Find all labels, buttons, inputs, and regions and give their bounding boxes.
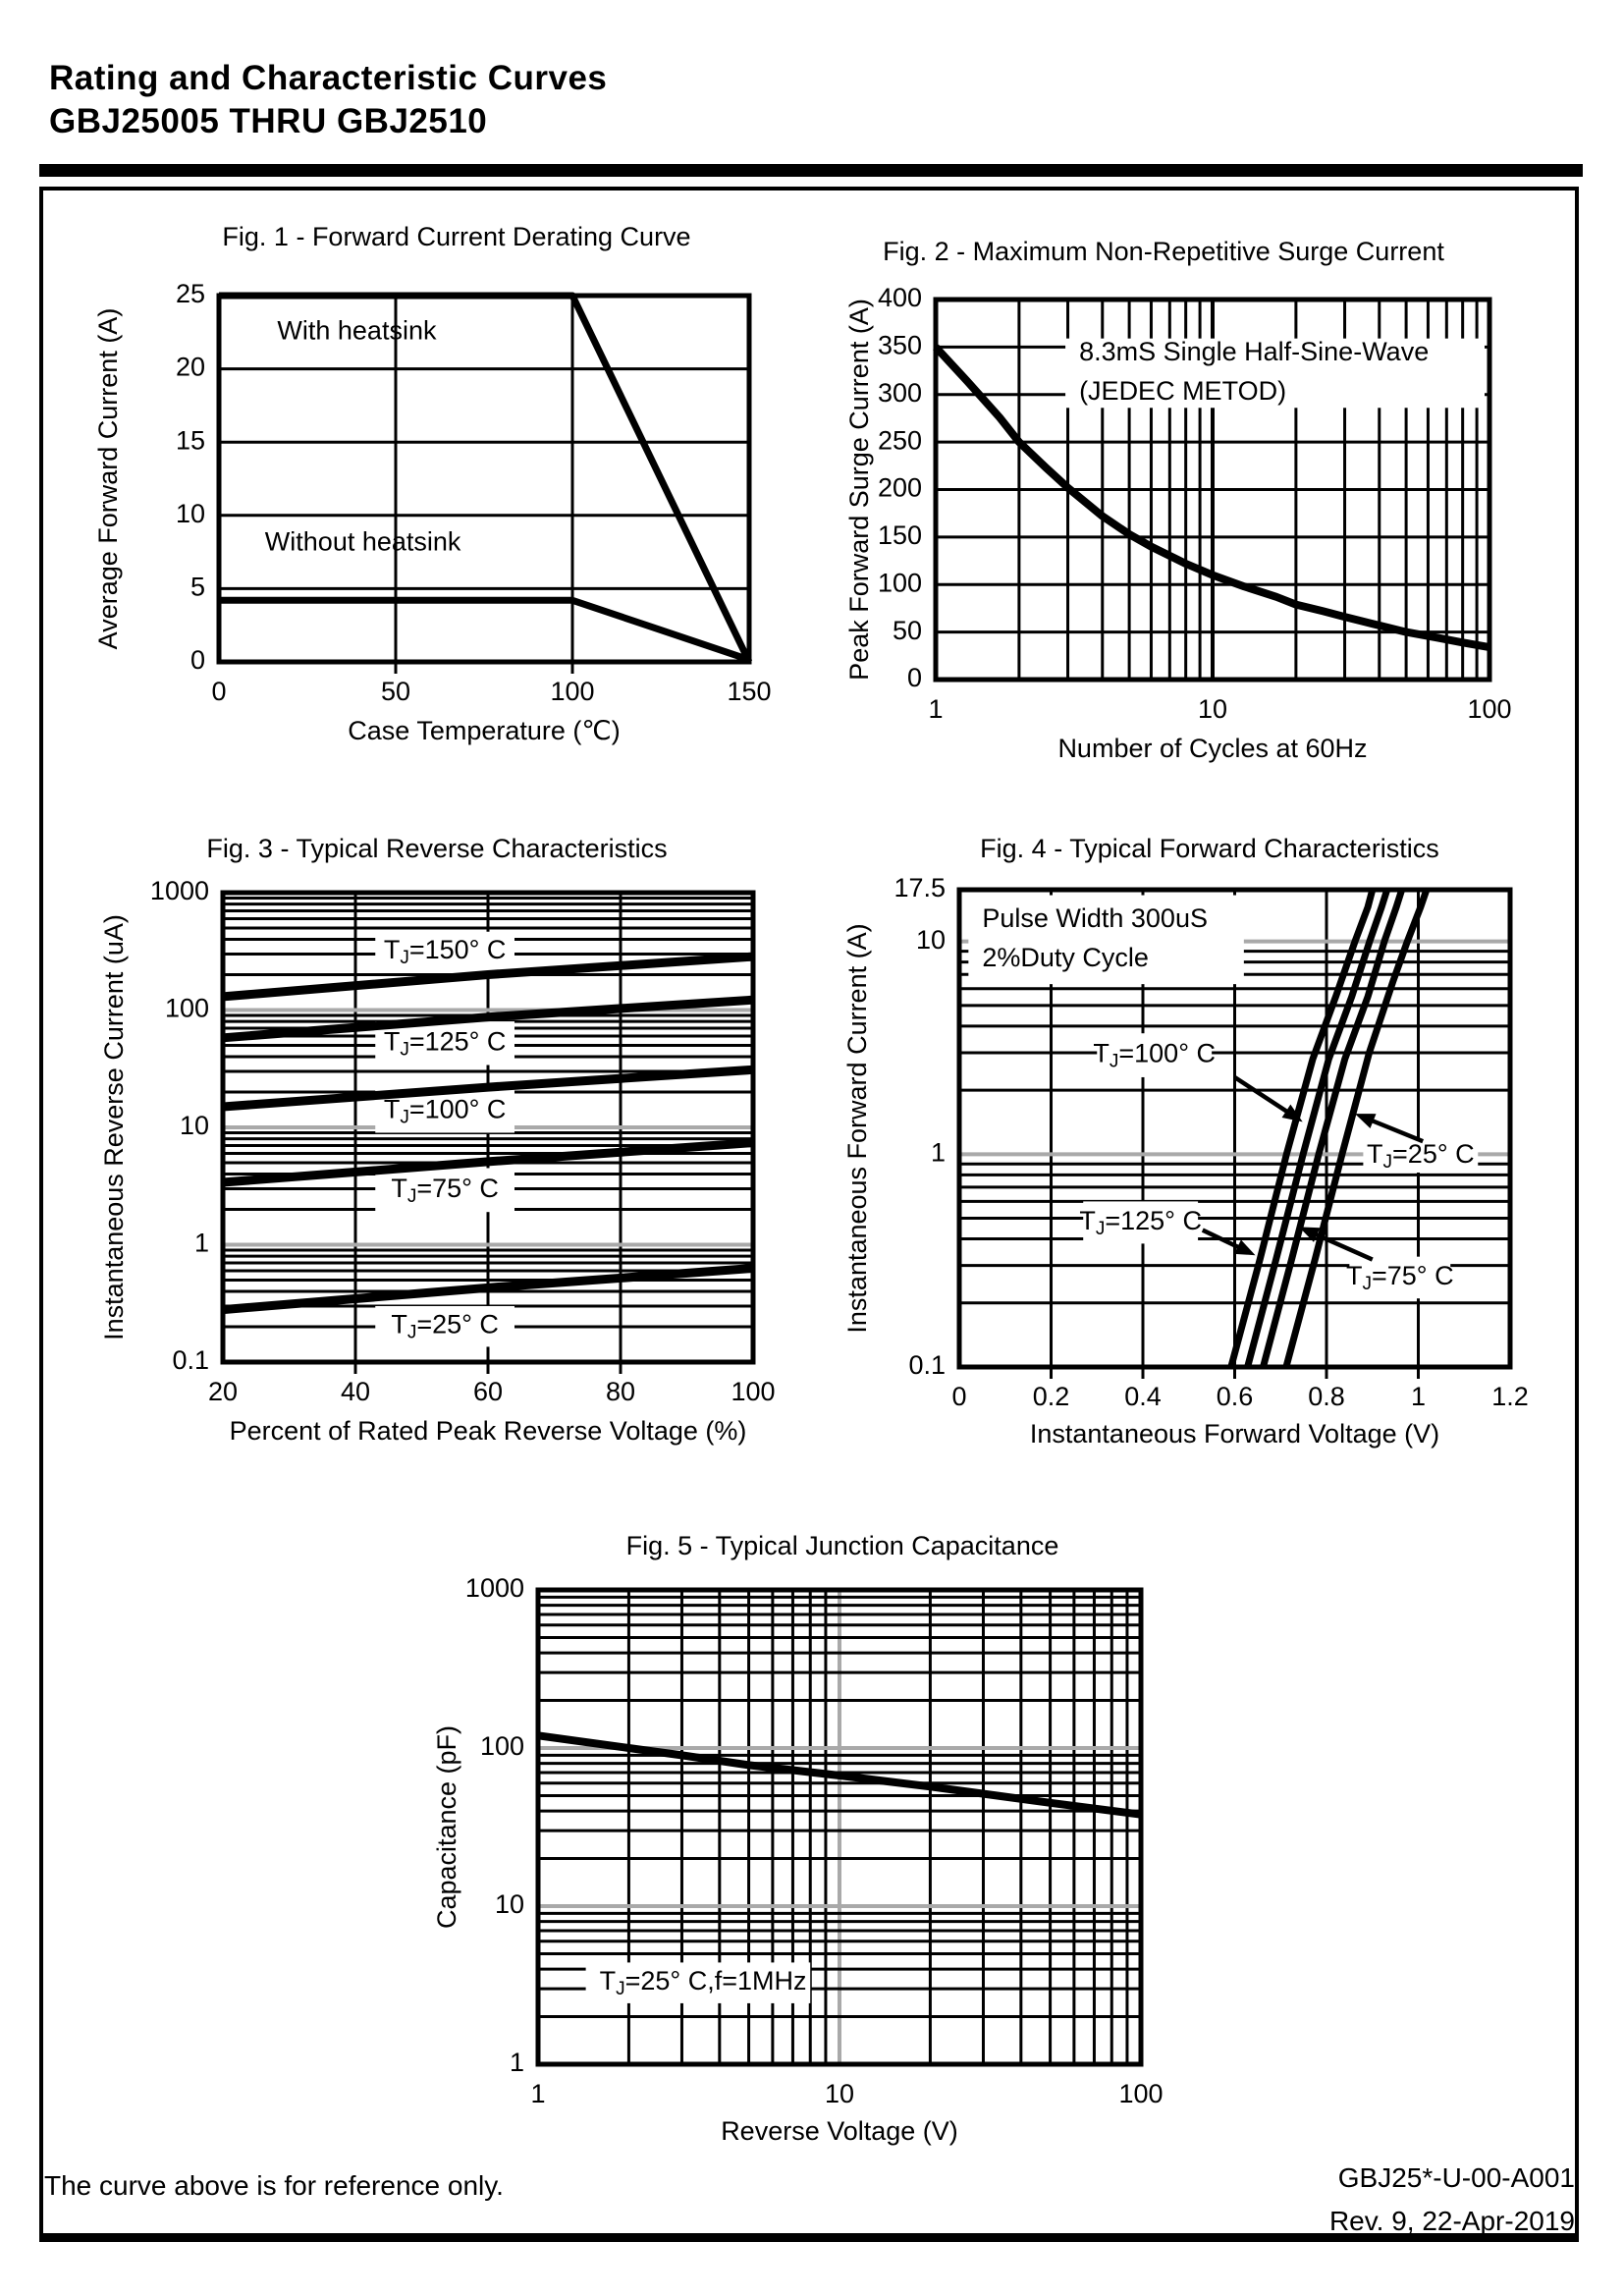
fig4-arrowhead-2 [1355,1114,1377,1128]
fig3-x-tick: 80 [605,1377,636,1407]
fig1-y-tick: 25 [175,279,205,309]
fig3-x-tick: 20 [207,1377,239,1407]
fig1-plot-frame [219,296,749,662]
fig3-x-tick: 40 [340,1377,371,1407]
fig2-y-tick: 350 [877,330,922,360]
fig4-x-tick: 0 [951,1382,967,1412]
fig1-y-tick: 10 [175,498,205,528]
fig1-title: Fig. 1 - Forward Current Derating Curve [222,222,691,252]
fig4-annotation-text: $T_J=75^\circ$ C [1345,1261,1454,1294]
fig4-annotation-text: $T_J=25^\circ$ C [1367,1139,1475,1173]
fig5-x-tick: 10 [824,2079,855,2109]
part-number-subtitle: GBJ25005 THRU GBJ2510 [49,102,488,140]
fig2-y-tick: 400 [877,283,922,313]
fig4-y-tick: 17.5 [893,873,946,903]
fig2-annotation-text: (JEDEC METOD) [1079,376,1287,407]
fig3-chart [66,819,822,1465]
fig1-x-tick: 150 [727,677,772,707]
fig4-x-tick: 1.2 [1491,1382,1529,1412]
fig4-x-axis-title: Instantaneous Forward Voltage (V) [1029,1419,1440,1449]
fig5-x-axis-title: Reverse Voltage (V) [721,2116,958,2147]
doc-number: GBJ25*-U-00-A001 [1337,2162,1575,2193]
fig2-annotation-text: 8.3mS Single Half-Sine-Wave [1079,337,1430,367]
fig2-y-tick: 0 [906,663,922,693]
fig1-y-tick: 20 [175,352,205,382]
fig3-annotation-text: $T_J=75^\circ$ C [391,1173,499,1207]
fig4-annotation-text: Pulse Width 300uS [982,902,1208,933]
fig2-x-tick: 10 [1197,694,1228,725]
fig1-y-tick: 0 [189,645,205,676]
fig3-annotation-text: $T_J=25^\circ$ C [391,1309,499,1343]
fig5-title: Fig. 5 - Typical Junction Capacitance [625,1531,1059,1561]
fig1-y-tick: 15 [175,425,205,456]
fig1-y-axis-title: Average Forward Current (A) [93,307,124,650]
fig2-x-tick: 1 [928,694,944,725]
fig1-chart [62,222,818,765]
fig2-y-tick: 50 [892,615,922,645]
fig2-x-tick: 100 [1467,694,1512,725]
fig4-x-tick: 0.4 [1124,1382,1162,1412]
fig3-y-axis-title: Instantaneous Reverse Current (uA) [99,914,130,1340]
fig1-curve-label: Without heatsink [264,526,461,557]
fig4-x-tick: 1 [1410,1382,1427,1412]
fig1-x-tick: 0 [211,677,227,707]
fig4-x-tick: 0.8 [1308,1382,1345,1412]
fig2-x-axis-title: Number of Cycles at 60Hz [1057,734,1368,764]
fig2-y-tick: 200 [877,472,922,503]
fig4-arrow-2 [1366,1119,1423,1142]
fig4-y-tick: 0.1 [908,1350,946,1381]
fig4-y-tick: 10 [915,924,946,955]
fig1-x-tick: 50 [380,677,411,707]
fig4-title: Fig. 4 - Typical Forward Characteristics [980,834,1439,864]
fig2-y-tick: 300 [877,377,922,408]
fig5-y-tick: 10 [494,1889,524,1920]
fig4-annotation-text: 2%Duty Cycle [982,942,1149,972]
fig4-x-tick: 0.2 [1032,1382,1070,1412]
fig2-title: Fig. 2 - Maximum Non-Repetitive Surge Current [883,237,1444,267]
fig4-y-axis-title: Instantaneous Forward Current (A) [842,923,873,1334]
fig4-x-tick: 0.6 [1216,1382,1254,1412]
fig5-y-axis-title: Capacitance (pF) [432,1724,462,1930]
fig3-y-tick: 1 [193,1228,209,1258]
fig1-x-tick: 100 [550,677,595,707]
fig5-y-tick: 100 [479,1731,524,1762]
fig3-x-tick: 60 [472,1377,504,1407]
fig4-arrow-0 [1235,1077,1293,1116]
page-title: Rating and Characteristic Curves [49,59,608,97]
fig1-y-tick: 5 [189,572,205,602]
fig3-title: Fig. 3 - Typical Reverse Characteristics [206,834,668,864]
fig2-y-tick: 250 [877,425,922,456]
fig1-series-1 [219,600,749,660]
fig5-y-tick: 1 [509,2048,524,2078]
fig4-annotation-text: $T_J=100^\circ$ C [1093,1038,1216,1072]
revision: Rev. 9, 22-Apr-2019 [1328,2206,1575,2236]
fig4-arrowhead-1 [1234,1239,1255,1255]
footer-note: The curve above is for reference only. [44,2170,504,2201]
fig3-y-tick: 0.1 [172,1345,209,1376]
fig3-y-tick: 100 [164,993,209,1023]
fig5-y-tick: 1000 [464,1573,524,1604]
fig5-x-tick: 1 [530,2079,546,2109]
fig1-x-axis-title: Case Temperature (℃) [348,716,621,746]
fig3-x-tick: 100 [731,1377,776,1407]
fig1-curve-label: With heatsink [277,315,437,346]
fig4-chart [802,816,1579,1470]
fig2-y-tick: 100 [877,568,922,598]
fig3-y-tick: 10 [179,1111,209,1141]
fig2-y-tick: 150 [877,520,922,550]
fig3-annotation-text: $T_J=100^\circ$ C [383,1094,507,1128]
fig3-annotation-text: $T_J=125^\circ$ C [383,1026,507,1061]
fig5-x-tick: 100 [1118,2079,1164,2109]
fig1-series-0 [219,296,749,662]
fig3-x-axis-title: Percent of Rated Peak Reverse Voltage (%) [229,1416,747,1447]
fig5-annotation-text: $T_J=25^\circ$ C,f=1MHz [599,1966,807,2000]
fig3-annotation-text: $T_J=150^\circ$ C [383,934,507,968]
fig5-chart [381,1516,1210,2167]
fig2-chart [779,226,1558,783]
fig4-y-tick: 1 [930,1137,946,1168]
fig4-annotation-text: $T_J=125^\circ$ C [1079,1206,1202,1239]
fig3-y-tick: 1000 [149,876,209,906]
fig1-grid [219,296,749,662]
fig2-y-axis-title: Peak Forward Surge Current (A) [844,299,875,681]
